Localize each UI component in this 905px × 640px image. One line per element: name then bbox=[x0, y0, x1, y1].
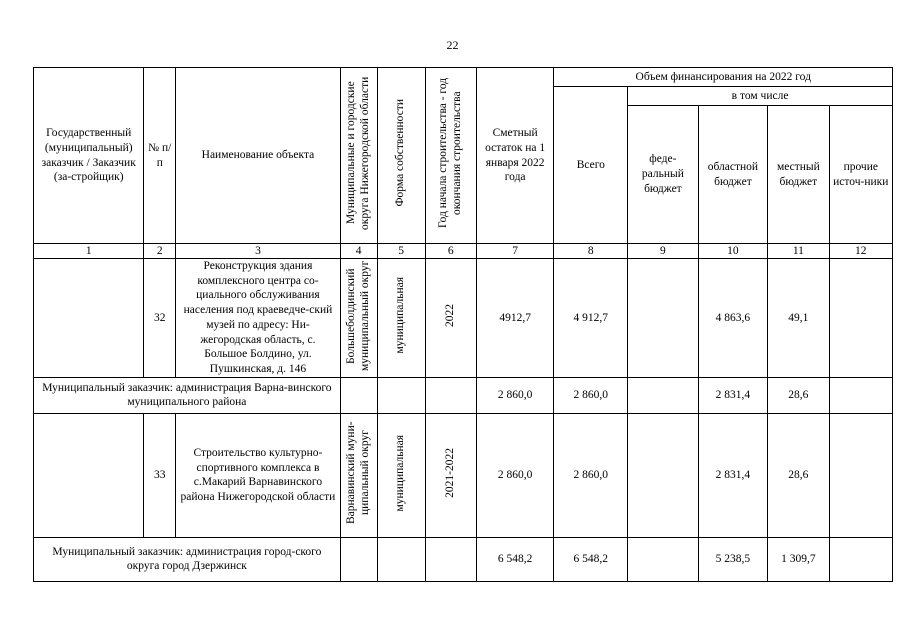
header-years: Год начала строительства - год окончания строительства bbox=[436, 78, 463, 229]
column-number: 3 bbox=[176, 244, 341, 259]
column-number: 6 bbox=[425, 244, 476, 259]
years: 2021-2022 bbox=[443, 447, 456, 498]
regional-value: 2 831,4 bbox=[698, 413, 768, 537]
table-row-33 bbox=[34, 413, 893, 537]
object-name: Реконструкция здания комплексного центра со-циального обслуживания населения под краеведче-ский музей по адресу: Ни-жегородская область, с. Большое Болдино, ул. Пушкинская, д. 146 bbox=[176, 259, 341, 378]
ownership: муниципальная bbox=[394, 434, 407, 512]
federal-value bbox=[628, 537, 699, 581]
years: 2022 bbox=[443, 304, 456, 328]
federal-value bbox=[628, 413, 699, 537]
column-number: 5 bbox=[377, 244, 425, 259]
header-regional: областной бюджет bbox=[698, 106, 768, 244]
header-number: № п/п bbox=[144, 68, 176, 244]
empty-customer-cell bbox=[34, 413, 144, 537]
years-cell bbox=[425, 413, 476, 537]
customer-row-dzerzhinsk bbox=[34, 537, 893, 581]
empty-cell bbox=[377, 537, 425, 581]
header-object-name: Наименование объекта bbox=[176, 68, 341, 244]
local-value: 1 309,7 bbox=[768, 537, 829, 581]
remainder-value: 2 860,0 bbox=[476, 377, 554, 413]
municipality: Варнавинский муни-ципальный округ bbox=[344, 421, 371, 525]
customer-label: Муниципальный заказчик: администрация Варна-винского муниципального района bbox=[34, 377, 341, 413]
remainder-value: 6 548,2 bbox=[476, 537, 554, 581]
other-value bbox=[829, 259, 892, 378]
municipality-cell bbox=[340, 413, 377, 537]
federal-value bbox=[628, 259, 699, 378]
empty-cell bbox=[425, 537, 476, 581]
remainder-value: 2 860,0 bbox=[476, 413, 554, 537]
header-municipality: Муниципальные и городские округа Нижегородской области bbox=[344, 76, 371, 230]
column-number: 10 bbox=[698, 244, 768, 259]
ownership-cell bbox=[377, 259, 425, 378]
column-number: 11 bbox=[768, 244, 829, 259]
local-value: 28,6 bbox=[768, 413, 829, 537]
header-municipality-cell bbox=[340, 68, 377, 244]
header-funding-group: Объем финансирования на 2022 год bbox=[554, 68, 893, 87]
header-local: местный бюджет bbox=[768, 106, 829, 244]
column-number: 12 bbox=[829, 244, 892, 259]
header-ownership: Форма собственности bbox=[394, 99, 407, 207]
other-value bbox=[829, 537, 892, 581]
empty-cell bbox=[425, 377, 476, 413]
other-value bbox=[829, 377, 892, 413]
municipality-cell bbox=[340, 259, 377, 378]
header-federal: феде-ральный бюджет bbox=[628, 106, 699, 244]
years-cell bbox=[425, 259, 476, 378]
regional-value: 4 863,6 bbox=[698, 259, 768, 378]
empty-cell bbox=[340, 377, 377, 413]
total-value: 6 548,2 bbox=[554, 537, 628, 581]
federal-value bbox=[628, 377, 699, 413]
column-number: 8 bbox=[554, 244, 628, 259]
empty-cell bbox=[377, 377, 425, 413]
row-number: 33 bbox=[144, 413, 176, 537]
other-value bbox=[829, 413, 892, 537]
table-row-32 bbox=[34, 259, 893, 378]
header-including: в том числе bbox=[628, 87, 893, 106]
regional-value: 2 831,4 bbox=[698, 377, 768, 413]
header-total: Всего bbox=[554, 87, 628, 244]
remainder-value: 4912,7 bbox=[476, 259, 554, 378]
customer-row-varnavino bbox=[34, 377, 893, 413]
ownership-cell bbox=[377, 413, 425, 537]
total-value: 4 912,7 bbox=[554, 259, 628, 378]
column-number: 7 bbox=[476, 244, 554, 259]
header-years-cell bbox=[425, 68, 476, 244]
header-customer: Государственный (муниципальный) заказчик / Заказчик (за-стройщик) bbox=[34, 68, 144, 244]
funding-table bbox=[33, 67, 893, 582]
header-ownership-cell bbox=[377, 68, 425, 244]
regional-value: 5 238,5 bbox=[698, 537, 768, 581]
object-name: Строительство культурно-спортивного комплекса в с.Макарий Варнавинского района Нижегородской области bbox=[176, 413, 341, 537]
column-number: 4 bbox=[340, 244, 377, 259]
customer-label: Муниципальный заказчик: администрация город-ского округа город Дзержинск bbox=[34, 537, 341, 581]
column-numbers-row bbox=[34, 244, 893, 259]
column-number: 2 bbox=[144, 244, 176, 259]
header-other: прочие источ-ники bbox=[829, 106, 892, 244]
page-number: 22 bbox=[446, 38, 459, 52]
total-value: 2 860,0 bbox=[554, 377, 628, 413]
column-number: 1 bbox=[34, 244, 144, 259]
column-number: 9 bbox=[628, 244, 699, 259]
total-value: 2 860,0 bbox=[554, 413, 628, 537]
header-remainder: Сметный остаток на 1 января 2022 года bbox=[476, 68, 554, 244]
local-value: 49,1 bbox=[768, 259, 829, 378]
empty-customer-cell bbox=[34, 259, 144, 378]
ownership: муниципальная bbox=[394, 277, 407, 354]
empty-cell bbox=[340, 537, 377, 581]
municipality: Большеболдинский муниципальный округ bbox=[344, 260, 371, 371]
local-value: 28,6 bbox=[768, 377, 829, 413]
row-number: 32 bbox=[144, 259, 176, 378]
